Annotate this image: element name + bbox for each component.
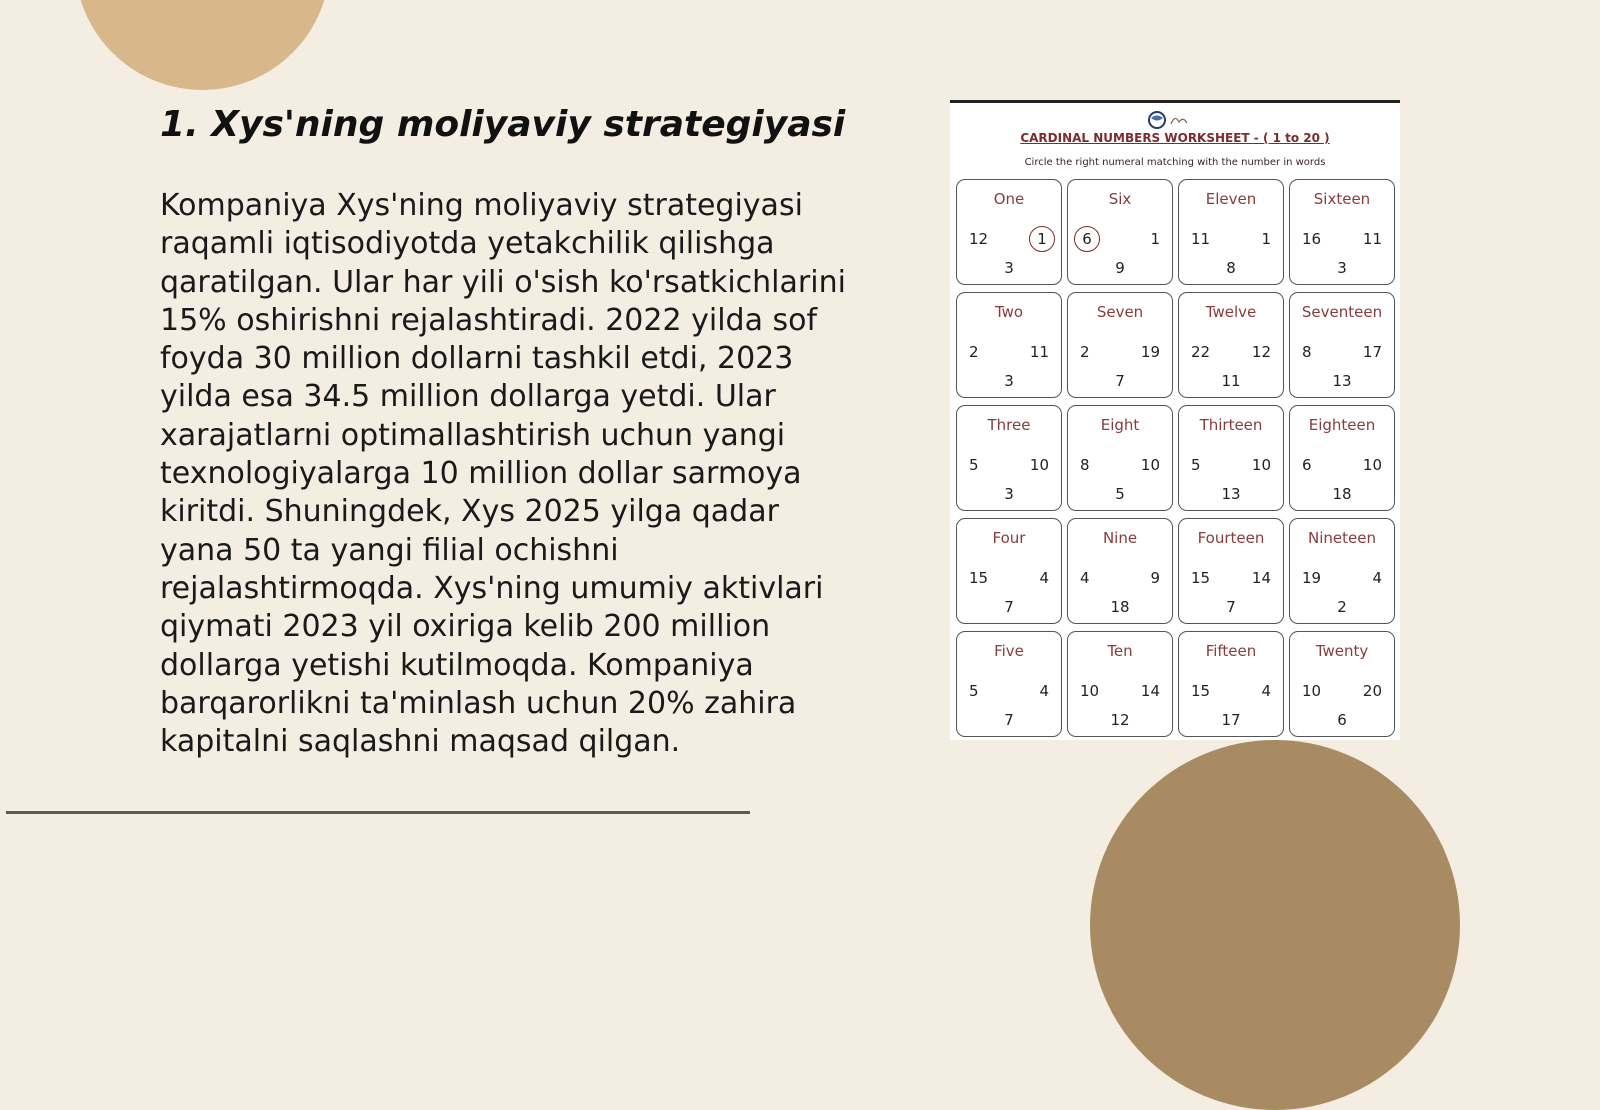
numeral-option-right: 17 bbox=[1362, 343, 1382, 361]
worksheet-cell bbox=[1289, 518, 1395, 624]
worksheet-cell bbox=[956, 405, 1062, 511]
numeral-option-bottom: 7 bbox=[1004, 598, 1014, 616]
worksheet-cell bbox=[1289, 292, 1395, 398]
worksheet-cell bbox=[1067, 179, 1173, 285]
numeral-option-bottom: 2 bbox=[1337, 598, 1347, 616]
decorative-circle-bottom bbox=[1090, 740, 1460, 1110]
number-word: Sixteen bbox=[1313, 190, 1371, 208]
decorative-circle-top bbox=[75, 0, 330, 90]
numeral-option-bottom: 11 bbox=[1221, 372, 1241, 390]
numeral-option-right: 19 bbox=[1140, 343, 1160, 361]
numeral-option-bottom: 3 bbox=[1004, 372, 1014, 390]
worksheet-cell bbox=[1067, 405, 1173, 511]
worksheet-grid bbox=[956, 179, 1395, 737]
numeral-option-left: 16 bbox=[1302, 230, 1322, 248]
worksheet-cell bbox=[1178, 179, 1284, 285]
numeral-option-right: 1 bbox=[1029, 226, 1055, 252]
number-word: One bbox=[993, 190, 1025, 208]
numeral-option-right: 14 bbox=[1140, 682, 1160, 700]
worksheet-cell bbox=[1178, 405, 1284, 511]
number-word: Twenty bbox=[1315, 642, 1369, 660]
number-word: Six bbox=[1108, 190, 1132, 208]
numeral-option-right: 20 bbox=[1362, 682, 1382, 700]
numeral-option-bottom: 9 bbox=[1115, 259, 1125, 277]
numeral-option-bottom: 7 bbox=[1226, 598, 1236, 616]
numeral-option-right: 10 bbox=[1029, 456, 1049, 474]
number-word: Five bbox=[994, 642, 1024, 660]
worksheet-cell bbox=[1289, 179, 1395, 285]
numeral-option-right: 4 bbox=[1039, 682, 1049, 700]
numeral-option-left: 15 bbox=[1191, 569, 1211, 587]
numeral-option-bottom: 3 bbox=[1004, 259, 1014, 277]
number-word: Three bbox=[987, 416, 1031, 434]
worksheet-cell bbox=[956, 631, 1062, 737]
numeral-option-bottom: 5 bbox=[1115, 485, 1125, 503]
numeral-option-bottom: 13 bbox=[1221, 485, 1241, 503]
numeral-option-left: 22 bbox=[1191, 343, 1211, 361]
numeral-option-left: 4 bbox=[1080, 569, 1090, 587]
numeral-option-left: 12 bbox=[969, 230, 989, 248]
numeral-option-left: 19 bbox=[1302, 569, 1322, 587]
numeral-option-left: 5 bbox=[1191, 456, 1201, 474]
globe-logo-icon bbox=[1147, 110, 1203, 130]
numeral-option-bottom: 18 bbox=[1110, 598, 1130, 616]
worksheet-cell bbox=[1289, 405, 1395, 511]
number-word: Fifteen bbox=[1205, 642, 1257, 660]
worksheet-image bbox=[950, 100, 1400, 740]
number-word: Fourteen bbox=[1197, 529, 1265, 547]
worksheet-instruction: Circle the right numeral matching with the number in words bbox=[1024, 157, 1326, 168]
numeral-option-right: 9 bbox=[1150, 569, 1160, 587]
numeral-option-right: 10 bbox=[1251, 456, 1271, 474]
numeral-option-left: 2 bbox=[1080, 343, 1090, 361]
number-word: Seven bbox=[1096, 303, 1144, 321]
numeral-option-bottom: 3 bbox=[1004, 485, 1014, 503]
number-word: Eight bbox=[1100, 416, 1140, 434]
numeral-option-left: 8 bbox=[1080, 456, 1090, 474]
numeral-option-right: 1 bbox=[1150, 230, 1160, 248]
numeral-option-bottom: 8 bbox=[1226, 259, 1236, 277]
numeral-option-right: 14 bbox=[1251, 569, 1271, 587]
numeral-option-left: 15 bbox=[969, 569, 989, 587]
numeral-option-left: 6 bbox=[1074, 226, 1100, 252]
slide-body-text: Kompaniya Xys'ning moliyaviy strategiyasi raqamli iqtisodiyotda yetakchilik qilishga qaratilgan. Ular har yili o'sish ko'rsatkichlarini 15% oshirishni rejalashtiradi. 2022 yilda sof foyda 30 million dollarni tashkil etdi, 2023 yilda esa 34.5 million dollarga yetdi. Ular xarajatlarni optimallashtirish uchun yangi texnologiyalarga 10 million dollar sarmoya kiritdi. Shuningdek, Xys 2025 yilga qadar yana 50 ta yangi filial ochishni rejalashtirmoqda. Xys'ning umumiy aktivlari qiymati 2023 yil oxiriga kelib 200 million dollarga yetishi kutilmoqda. Kompaniya barqarorlikni ta'minlash uchun 20% zahira kapitalni saqlashni maqsad qilgan. bbox=[160, 188, 846, 760]
numeral-option-left: 5 bbox=[969, 456, 979, 474]
number-word: Seventeen bbox=[1301, 303, 1383, 321]
numeral-option-right: 4 bbox=[1039, 569, 1049, 587]
numeral-option-bottom: 7 bbox=[1115, 372, 1125, 390]
numeral-option-bottom: 17 bbox=[1221, 711, 1241, 729]
numeral-option-left: 2 bbox=[969, 343, 979, 361]
worksheet-cell bbox=[1178, 292, 1284, 398]
numeral-option-right: 1 bbox=[1261, 230, 1271, 248]
numeral-option-right: 12 bbox=[1251, 343, 1271, 361]
numeral-option-bottom: 3 bbox=[1337, 259, 1347, 277]
slide-title: 1. Xys'ning moliyaviy strategiyasi bbox=[160, 104, 846, 145]
number-word: Ten bbox=[1107, 642, 1133, 660]
worksheet-cell bbox=[1067, 518, 1173, 624]
worksheet-cell bbox=[956, 518, 1062, 624]
worksheet-cell bbox=[956, 179, 1062, 285]
numeral-option-right: 10 bbox=[1140, 456, 1160, 474]
worksheet-cell bbox=[1178, 631, 1284, 737]
numeral-option-bottom: 7 bbox=[1004, 711, 1014, 729]
numeral-option-bottom: 13 bbox=[1332, 372, 1352, 390]
divider-line bbox=[6, 811, 750, 814]
numeral-option-right: 11 bbox=[1029, 343, 1049, 361]
number-word: Two bbox=[994, 303, 1024, 321]
number-word: Nineteen bbox=[1308, 529, 1376, 547]
number-word: Twelve bbox=[1205, 303, 1257, 321]
numeral-option-bottom: 6 bbox=[1337, 711, 1347, 729]
numeral-option-left: 8 bbox=[1302, 343, 1312, 361]
worksheet-title: CARDINAL NUMBERS WORKSHEET - ( 1 to 20 ) bbox=[1020, 131, 1330, 145]
number-word: Eleven bbox=[1205, 190, 1257, 208]
numeral-option-right: 11 bbox=[1362, 230, 1382, 248]
numeral-option-bottom: 18 bbox=[1332, 485, 1352, 503]
numeral-option-left: 15 bbox=[1191, 682, 1211, 700]
numeral-option-left: 10 bbox=[1302, 682, 1322, 700]
number-word: Thirteen bbox=[1199, 416, 1263, 434]
worksheet-cell bbox=[1289, 631, 1395, 737]
number-word: Eighteen bbox=[1308, 416, 1376, 434]
numeral-option-left: 5 bbox=[969, 682, 979, 700]
number-word: Nine bbox=[1102, 529, 1138, 547]
numeral-option-right: 10 bbox=[1362, 456, 1382, 474]
numeral-option-right: 4 bbox=[1261, 682, 1271, 700]
worksheet-cell bbox=[1067, 631, 1173, 737]
numeral-option-left: 11 bbox=[1191, 230, 1211, 248]
numeral-option-right: 4 bbox=[1372, 569, 1382, 587]
number-word: Four bbox=[992, 529, 1026, 547]
numeral-option-left: 10 bbox=[1080, 682, 1100, 700]
worksheet-cell bbox=[1067, 292, 1173, 398]
worksheet-cell bbox=[956, 292, 1062, 398]
numeral-option-bottom: 12 bbox=[1110, 711, 1130, 729]
worksheet-cell bbox=[1178, 518, 1284, 624]
numeral-option-left: 6 bbox=[1302, 456, 1312, 474]
